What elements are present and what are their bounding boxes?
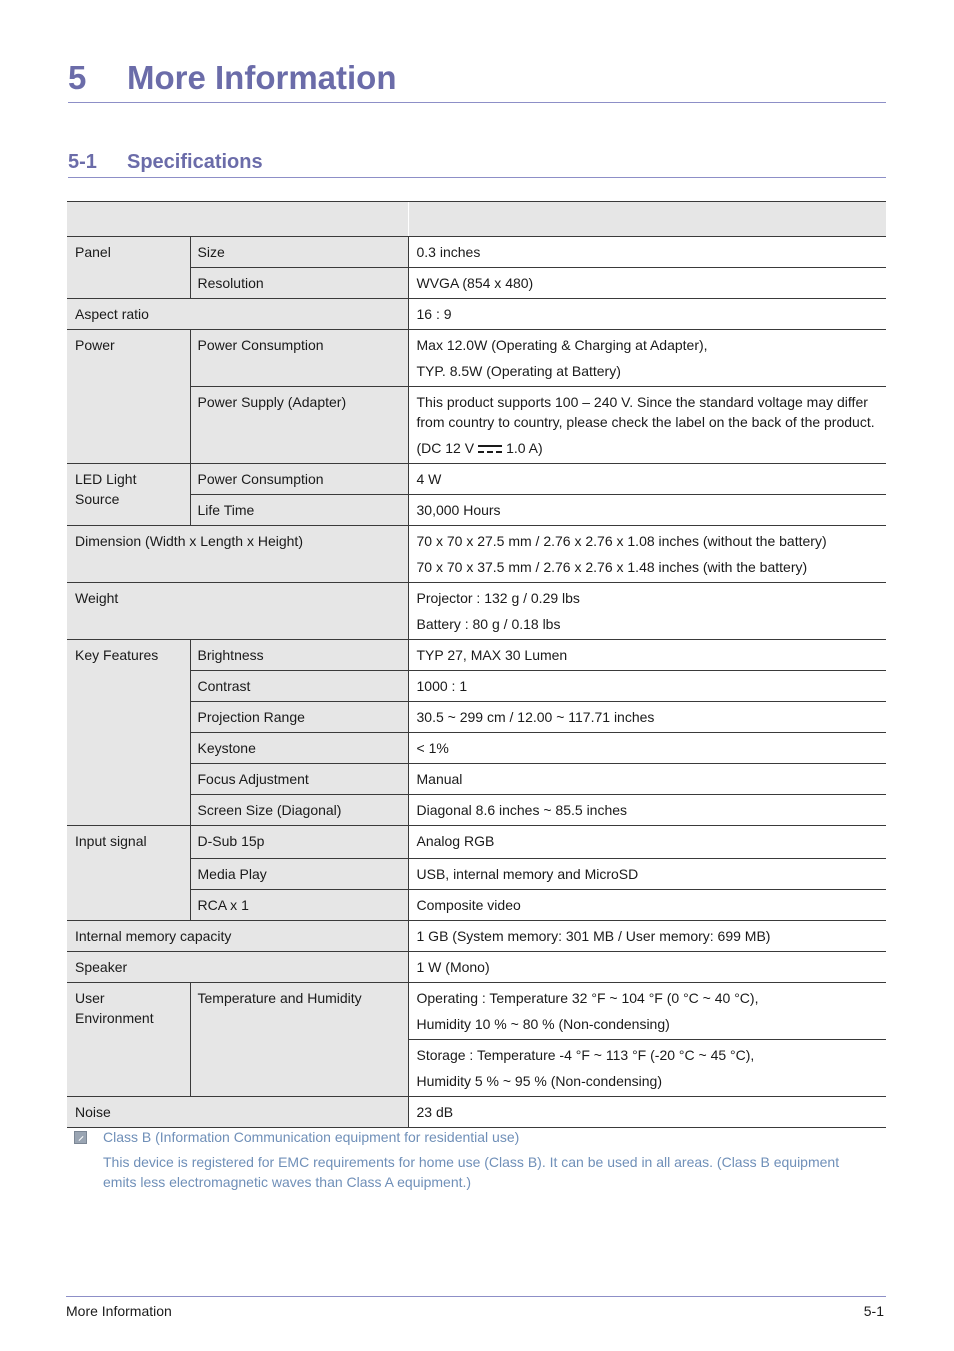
value-text: 70 x 70 x 27.5 mm / 2.76 x 2.76 x 1.08 inches (without the battery) — [416, 533, 827, 549]
item-cell: Resolution — [190, 268, 408, 299]
chapter-heading — [68, 58, 886, 103]
chapter-number: 5 — [68, 59, 87, 96]
item-cell: Media Play — [190, 859, 408, 890]
value-cell — [408, 299, 886, 330]
value-cell — [408, 464, 886, 495]
table-row — [67, 795, 886, 826]
value-text: Operating : Temperature 32 °F ~ 104 °F (0 °C ~ 40 °C), — [416, 990, 759, 1006]
category-cell: Noise — [67, 1097, 408, 1128]
note-body: This device is registered for EMC requirements for home use (Class B). It can be used in all areas. (Class B equipment emits less electromagnetic waves than Class A equipment.) — [103, 1154, 840, 1190]
value-cell — [408, 1097, 886, 1128]
value-cell — [408, 495, 886, 526]
value-text: This product supports 100 – 240 V. Since the standard voltage may differ from country to country, please check the label on the back of the product. — [416, 394, 875, 430]
table-row — [67, 1097, 886, 1128]
section-number: 5-1 — [68, 151, 97, 173]
table-row — [67, 464, 886, 495]
value-cell — [408, 764, 886, 795]
dc-rating — [417, 438, 880, 458]
item-cell: Temperature and Humidity — [190, 983, 408, 1097]
value-text: Max 12.0W (Operating & Charging at Adapter), — [416, 337, 708, 353]
item-cell: Focus Adjustment — [190, 764, 408, 795]
value-text: 23 dB — [416, 1104, 454, 1120]
item-cell: Power Supply (Adapter) — [190, 387, 408, 464]
table-header-cell — [408, 202, 886, 237]
dc-suffix: 1.0 A) — [506, 440, 543, 456]
dc-prefix: (DC 12 V — [416, 440, 475, 456]
item-cell: RCA x 1 — [190, 890, 408, 921]
category-cell: LED Light Source — [67, 464, 190, 526]
category-cell: User Environment — [67, 983, 190, 1097]
value-text: Projector : 132 g / 0.29 lbs — [416, 590, 580, 606]
value-cell — [408, 330, 886, 387]
value-cell — [408, 526, 886, 583]
item-cell: Brightness — [190, 640, 408, 671]
value-text: 30.5 ~ 299 cm / 12.00 ~ 117.71 inches — [416, 709, 655, 725]
value-cell — [408, 237, 886, 268]
table-row — [67, 952, 886, 983]
item-cell: Keystone — [190, 733, 408, 764]
table-row — [67, 299, 886, 330]
item-cell: D-Sub 15p — [190, 826, 408, 859]
table-row — [67, 387, 886, 464]
category-cell: Dimension (Width x Length x Height) — [67, 526, 408, 583]
value-text: WVGA (854 x 480) — [416, 275, 534, 291]
category-cell: Power — [67, 330, 190, 464]
value-cell — [408, 640, 886, 671]
chapter-title: More Information — [127, 59, 397, 96]
value-text: 1000 : 1 — [416, 678, 468, 694]
value-cell — [408, 1040, 886, 1097]
value-text: 4 W — [416, 471, 442, 487]
footer-chapter-title: More Information — [66, 1303, 172, 1319]
table-row — [67, 640, 886, 671]
value-cell — [408, 671, 886, 702]
value-text: Composite video — [416, 897, 521, 913]
dc-symbol-icon — [478, 444, 502, 455]
table-row — [67, 983, 886, 1040]
value-text: TYP. 8.5W (Operating at Battery) — [416, 363, 621, 379]
table-row — [67, 583, 886, 640]
value-cell — [408, 826, 886, 859]
value-cell — [408, 387, 886, 464]
table-row — [67, 859, 886, 890]
value-text: Manual — [416, 771, 463, 787]
item-cell: Life Time — [190, 495, 408, 526]
item-cell: Power Consumption — [190, 464, 408, 495]
section-heading — [68, 148, 886, 178]
table-row — [67, 764, 886, 795]
value-text: TYP 27, MAX 30 Lumen — [416, 647, 568, 663]
specifications-table — [67, 201, 886, 1128]
item-cell: Screen Size (Diagonal) — [190, 795, 408, 826]
category-cell: Internal memory capacity — [67, 921, 408, 952]
value-cell — [408, 268, 886, 299]
value-cell — [408, 795, 886, 826]
item-cell: Power Consumption — [190, 330, 408, 387]
value-text: Humidity 10 % ~ 80 % (Non-condensing) — [416, 1016, 670, 1032]
value-text: Diagonal 8.6 inches ~ 85.5 inches — [416, 802, 628, 818]
item-cell: Projection Range — [190, 702, 408, 733]
category-cell: Weight — [67, 583, 408, 640]
value-text: USB, internal memory and MicroSD — [416, 866, 639, 882]
category-cell: Speaker — [67, 952, 408, 983]
value-text: < 1% — [416, 740, 449, 756]
table-row — [67, 237, 886, 268]
table-header-cell — [67, 202, 408, 237]
value-cell — [408, 733, 886, 764]
value-text: Storage : Temperature -4 °F ~ 113 °F (-20 °C ~ 45 °C), — [416, 1047, 755, 1063]
table-header-row — [67, 202, 886, 237]
value-text: 70 x 70 x 37.5 mm / 2.76 x 2.76 x 1.48 inches (with the battery) — [416, 559, 808, 575]
table-row — [67, 826, 886, 859]
value-text: 16 : 9 — [416, 306, 452, 322]
note-title: Class B (Information Communication equipment for residential use) — [103, 1129, 520, 1145]
category-cell: Key Features — [67, 640, 190, 826]
value-text: Analog RGB — [416, 833, 495, 849]
value-cell — [408, 859, 886, 890]
table-row — [67, 890, 886, 921]
value-cell — [408, 702, 886, 733]
table-row — [67, 702, 886, 733]
footer-page-number: 5-1 — [863, 1303, 884, 1319]
value-text: 30,000 Hours — [416, 502, 501, 518]
table-row — [67, 330, 886, 387]
value-cell — [408, 583, 886, 640]
value-text: Battery : 80 g / 0.18 lbs — [416, 616, 561, 632]
value-cell — [408, 952, 886, 983]
value-text: 0.3 inches — [416, 244, 481, 260]
value-cell — [408, 983, 886, 1040]
table-row — [67, 268, 886, 299]
value-text: Humidity 5 % ~ 95 % (Non-condensing) — [416, 1073, 663, 1089]
item-cell: Size — [190, 237, 408, 268]
table-row — [67, 733, 886, 764]
section-title: Specifications — [127, 151, 263, 173]
note-icon — [74, 1131, 87, 1144]
value-text: 1 W (Mono) — [416, 959, 490, 975]
table-row — [67, 526, 886, 583]
category-cell: Input signal — [67, 826, 190, 921]
table-row — [67, 921, 886, 952]
value-cell — [408, 890, 886, 921]
category-cell: Panel — [67, 237, 190, 299]
table-row — [67, 495, 886, 526]
category-cell: Aspect ratio — [67, 299, 408, 330]
table-row — [67, 671, 886, 702]
value-cell — [408, 921, 886, 952]
page-footer — [66, 1296, 886, 1321]
value-text: 1 GB (System memory: 301 MB / User memory: 699 MB) — [416, 928, 771, 944]
item-cell: Contrast — [190, 671, 408, 702]
